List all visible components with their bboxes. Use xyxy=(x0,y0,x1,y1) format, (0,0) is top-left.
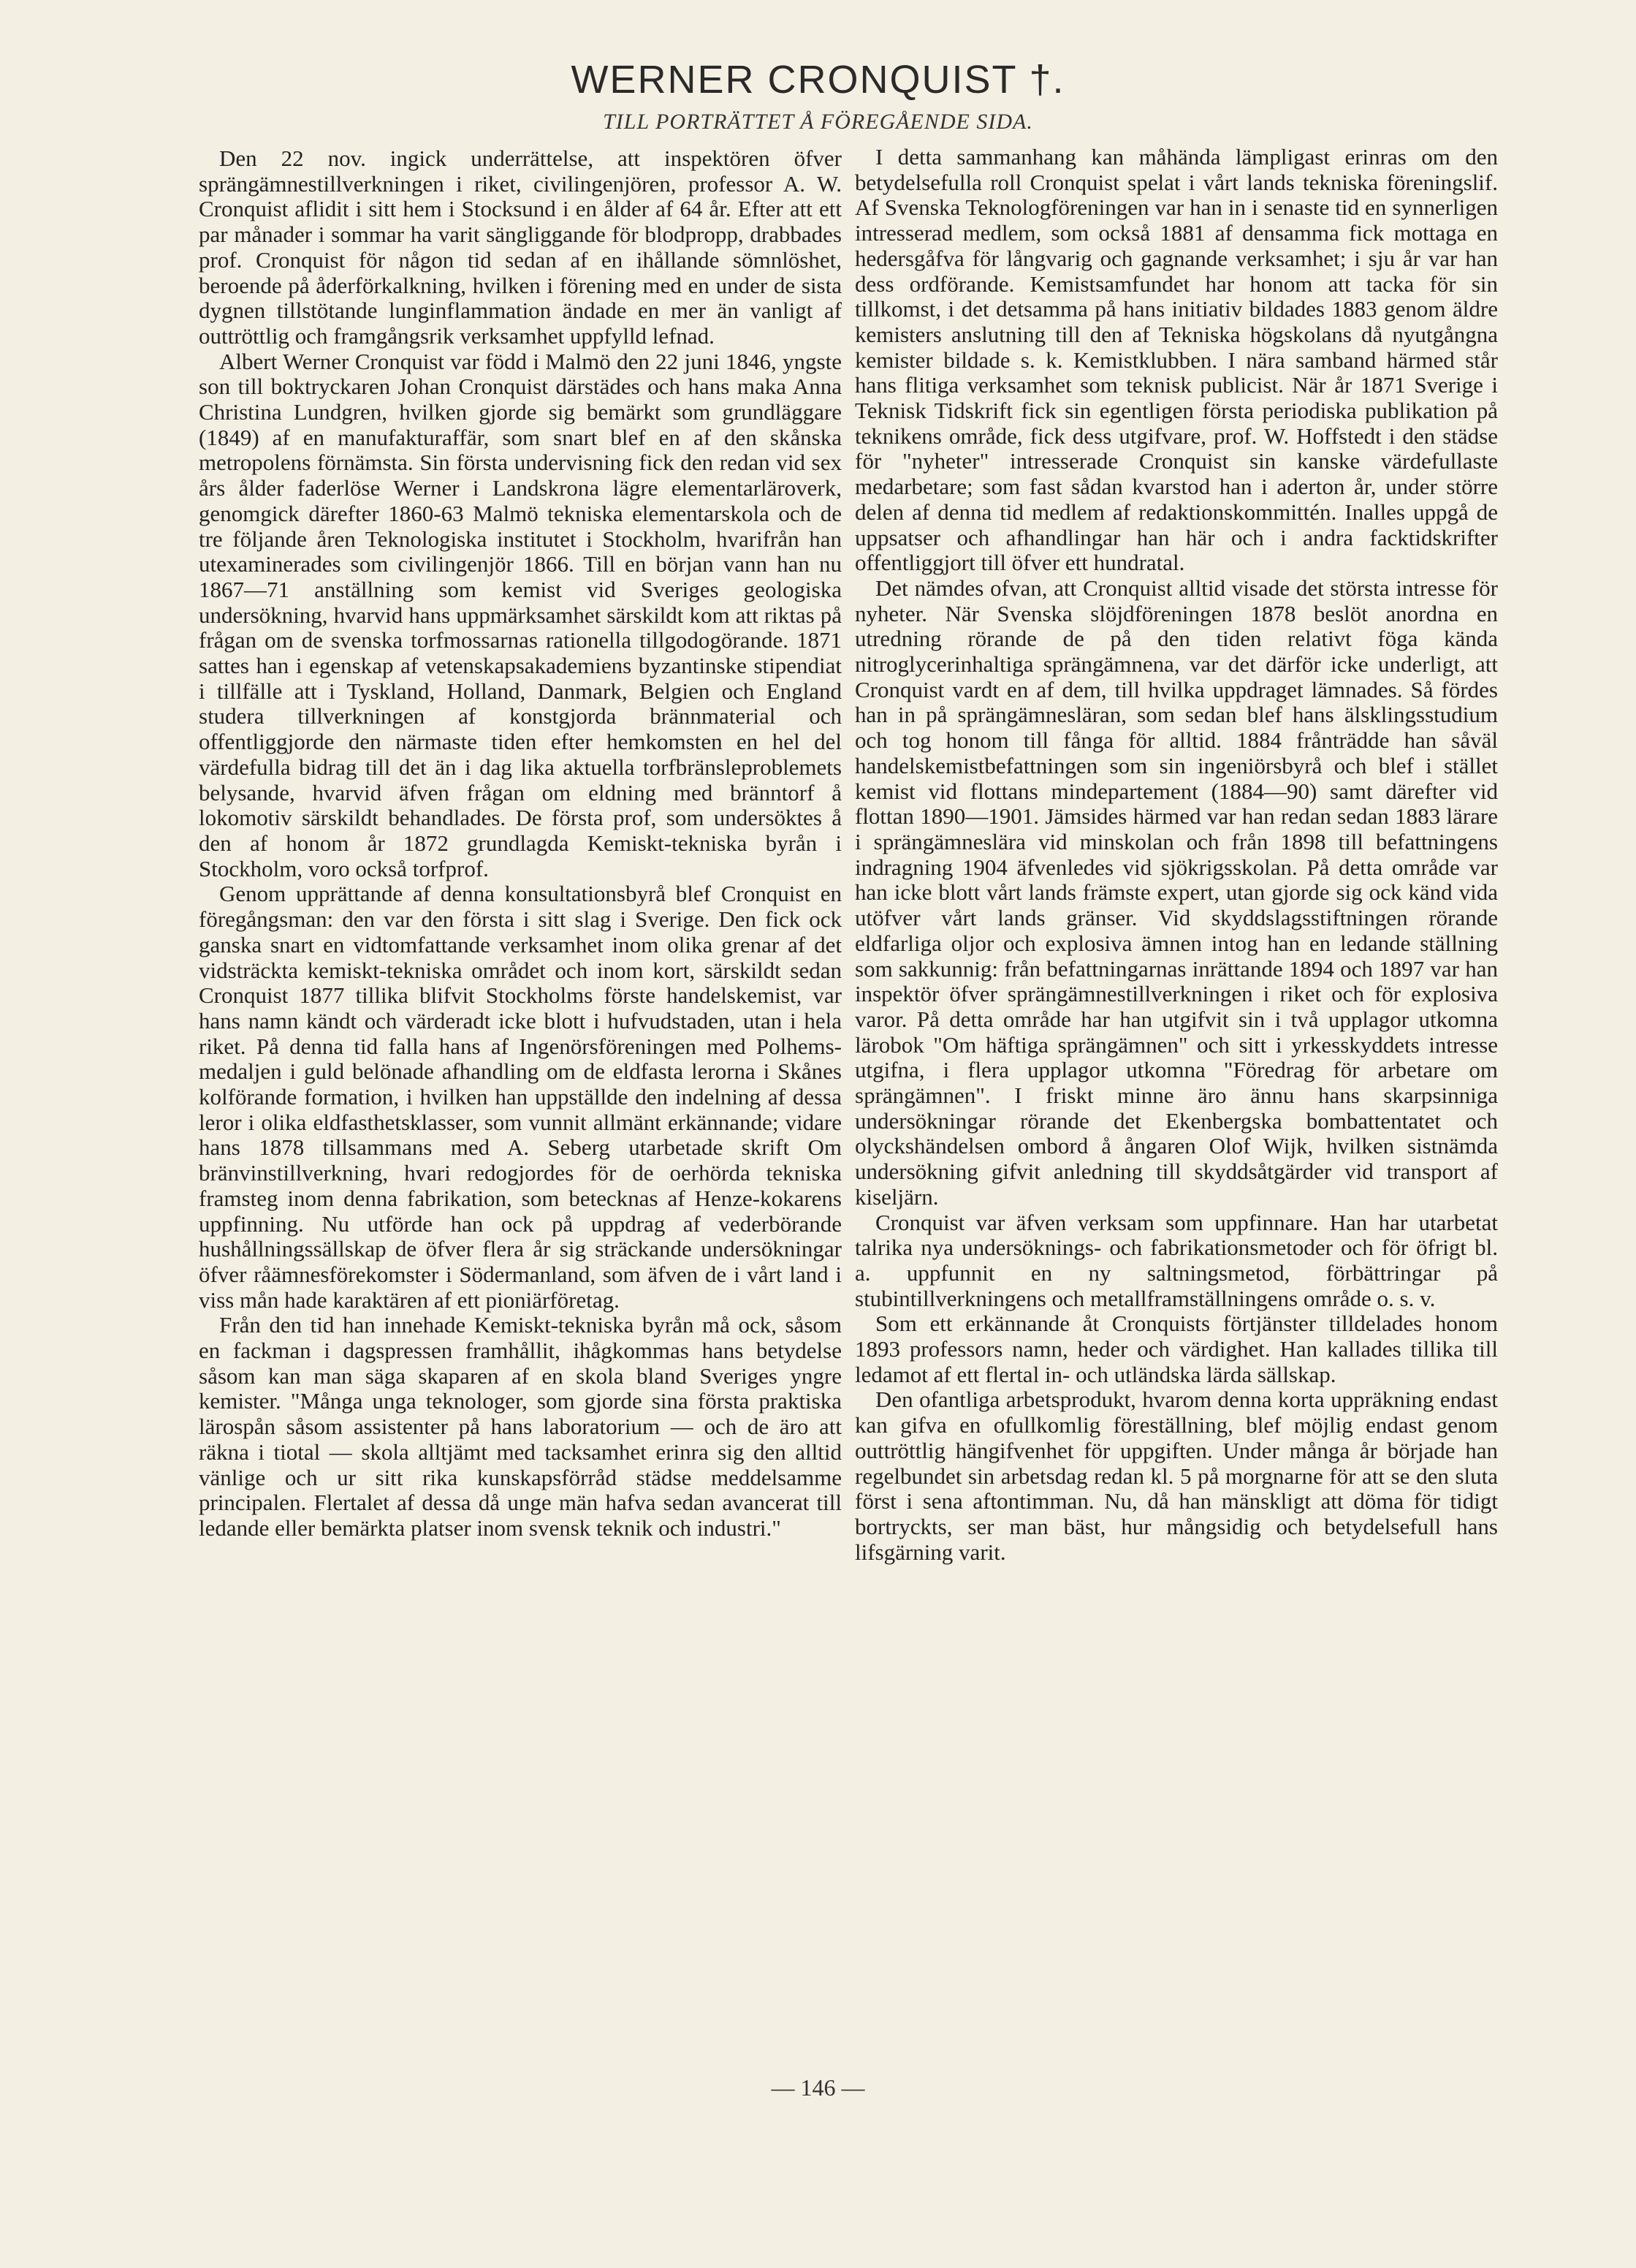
paragraph: Genom upprättande af denna konsultationsbyrå blef Cronquist en föregångsman: den var den första i sitt slag i Sverige. Den fick ock ganska snart en vidtomfattande verksamhet inom olika grenar af det vidsträckta kemiskt-tekniska området och inom kort, särskildt sedan Cronquist 1877 tillika blifvit Stockholms förste handelskemist, var hans namn kändt och värderadt icke blott i hufvudstaden, utan i hela riket. På denna tid falla hans af Ingenörsföreningen med Polhems-medaljen i guld belönade afhandling om de eldfasta lerorna i Skånes kolförande formation, i hvilken han uppställde den indelning af dessa leror i olika eldfasthetsklasser, som vunnit allmänt erkännande; vidare hans 1878 tillsammans med A. Seberg utarbetade skrift Om bränvinstillverkning, hvari redogjordes för de oerhörda tekniska framsteg inom denna fabrikation, som betecknas af Henze-kokarens uppfinning. Nu utförde han ock på uppdrag af vederbörande hushållningssällskap de öfver flera år sig sträckande undersökningar öfver råämnesförekomster i Södermanland, som äfven de i vårt land i viss mån hade karaktären af ett pioniärföretag. xyxy=(199,881,842,1313)
article-title: WERNER CRONQUIST †. xyxy=(571,58,1065,102)
paragraph: Den 22 nov. ingick underrättelse, att inspektören öfver sprängämnestillverkningen i riket, civilingenjören, professor A. W. Cronquist aflidit i sitt hem i Stocksund i en ålder af 64 år. Efter att ett par månader i sommar ha varit sängliggande för blodpropp, drabbades prof. Cronquist för någon tid sedan af en ihållande sömnlöshet, beroende på åderförkalkning, hvilken i förening med en under de sista dygnen tillstötande lunginflammation ändade en mer än vanligt af outtröttlig och framgångsrik verksamhet uppfylld lefnad. xyxy=(199,145,842,349)
paragraph: Från den tid han innehade Kemiskt-tekniska byrån må ock, såsom en fackman i dagspressen framhållit, ihågkommas hans betydelse såsom kan man säga skaparen af en skola bland Sveriges yngre kemister. "Många unga teknologer, som gjorde sina första praktiska lärospån såsom assistenter på hans laboratorium — och de äro att räkna i tiotal — skola alltjämt med tacksamhet erinra sig den alltid vänlige och ur sitt rika kunskapsförråd städse meddelsamme principalen. Flertalet af dessa då unge män hafva sedan avancerat till ledande eller bemärkta platser inom svensk teknik och industri." xyxy=(199,1312,842,1541)
left-column xyxy=(199,146,842,1541)
paragraph: Som ett erkännande åt Cronquists förtjänster tilldelades honom 1893 professors namn, heder och värdighet. Han kallades tillika till ledamot af ett flertal in- och utländska lärda sällskap. xyxy=(855,1311,1498,1387)
right-column xyxy=(855,145,1498,1565)
page-number: — 146 — xyxy=(771,2074,865,2101)
paragraph: I detta sammanhang kan måhända lämpligast erinras om den betydelsefulla roll Cronquist spelat i vårt lands tekniska föreningslif. Af Svenska Teknologföreningen var han in i senaste tid en synnerligen intresserad medlem, som också 1881 af densamma fick mottaga en hedersgåfva för långvarig och gagnande verksamhet; i sju år var han dess ordförande. Kemistsamfundet har honom att tacka för sin tillkomst, i det detsamma på hans initiativ bildades 1883 genom äldre kemisters anslutning till den af Tekniska högskolans då nyutgångna kemister bildade s. k. Kemistklubben. I nära samband härmed står hans flitiga verksamhet som teknisk publicist. När år 1871 Sverige i Teknisk Tidskrift fick sin egentligen första periodiska publikation på teknikens område, fick dess utgifvare, prof. W. Hoffstedt i den städse för "nyheter" intresserade Cronquist sin kanske värdefullaste medarbetare; som fast sådan kvarstod han i aderton år, under större delen af denna tid medlem af redaktionskommittén. Inalles uppgå de uppsatser och afhandlingar han här och i andra facktidskrifter offentliggjort till öfver ett hundratal. xyxy=(855,144,1498,576)
paragraph: Albert Werner Cronquist var född i Malmö den 22 juni 1846, yngste son till boktryckaren Johan Cronquist därstädes och hans maka Anna Christina Lundgren, hvilken gjorde sig bemärkt som grundläggare (1849) af en manufakturaffär, som snart blef en af den skånska metropolens förnämsta. Sin första undervisning fick den redan vid sex års ålder faderlöse Werner i Landskrona lägre elementarläroverk, genomgick därefter 1860-63 Malmö tekniska elementarskola och de tre följande åren Teknologiska institutet i Stockholm, hvarifrån han utexaminerades som civilingenjör 1866. Till en början vann han nu 1867—71 anställning som kemist vid Sveriges geologiska undersökning, hvarvid hans uppmärksamhet särskildt kom att riktas på frågan om de svenska torfmossarnas rationella tillgodogörande. 1871 sattes han i egenskap af vetenskapsakademiens byzantinske stipendiat i tillfälle att i Tyskland, Holland, Danmark, Belgien och England studera tillverkningen af konstgjorda brännmaterial och offentliggjorde den närmaste tiden efter hemkomsten en hel del värdefulla bidrag till det än i dag lika aktuella torfbränsleproblemets belysande, hvarvid äfven frågan om eldning med bränntorf å lokomotiv särskildt behandlades. De första prof, som undersöktes å den af honom år 1872 grundlagda Kemiskt-tekniska byrån i Stockholm, voro också torfprof. xyxy=(199,348,842,881)
paragraph: Cronquist var äfven verksam som uppfinnare. Han har utarbetat talrika nya undersöknings- och fabrikationsmetoder och för öfrigt bl. a. uppfunnit en ny saltningsmetod, förbättringar på stubintillverkningens och metallframställningens område o. s. v. xyxy=(855,1209,1498,1311)
article-subtitle: TILL PORTRÄTTET Å FÖREGÅENDE SIDA. xyxy=(603,110,1033,134)
paragraph: Den ofantliga arbetsprodukt, hvarom denna korta uppräkning endast kan gifva en ofullkomlig föreställning, blef möjlig endast genom outtröttlig hängifvenhet för uppgiften. Under många år började han regelbundet sin arbetsdag redan kl. 5 på morgnarne för att se den sluta först i sena aftontimman. Nu, då han mänskligt att döma för tidigt bortryckts, ser man bäst, hur mångsidig och betydelsefull hans lifsgärning varit. xyxy=(855,1387,1498,1565)
paragraph: Det nämdes ofvan, att Cronquist alltid visade det största intresse för nyheter. När Svenska slöjdföreningen 1878 beslöt anordna en utredning rörande de på den tiden relativt föga kända nitroglycerinhaltiga sprängämnena, var det därför icke underligt, att Cronquist vardt en af dem, till hvilka uppdraget lämnades. Så fördes han in på sprängämnesläran, som sedan blef hans älsklingsstudium och tog honom till fånga för alltid. 1884 frånträdde han såväl handelskemistbefattningen som sin ingeniörsbyrå och blef i stället kemist vid flottans mindepartement (1884—90) samt därefter vid flottan 1890—1901. Jämsides härmed var han redan sedan 1883 lärare i sprängämneslära vid minskolan och från 1898 till befattningens indragning 1904 äfvenledes vid sjökrigsskolan. På detta område var han icke blott vårt lands främste expert, utan gjorde sig ock känd vida utöfver vårt lands gränser. Vid skyddslagsstiftningen rörande eldfarliga oljor och explosiva ämnen intog han en ledande ställning som sakkunnig: från befattningarnas inrättande 1894 och 1897 var han inspektör öfver sprängämnestillverkningen i riket och för explosiva varor. På detta område har han utgifvit sin i två upplagor utkomna lärobok "Om häftiga sprängämnen" och sitt i yrkesskyddets intresse utgifna, i flera upplagor utkomna "Föredrag för arbetare om sprängämnen". I friskt minne äro ännu hans skarpsinniga undersökningar rörande det Ekenbergska bombattentatet och olyckshändelsen ombord å ångaren Olof Wijk, hvilken sistnämda undersökning gifvit anledning till skyddsåtgärder vid transport af kiseljärn. xyxy=(855,574,1498,1210)
